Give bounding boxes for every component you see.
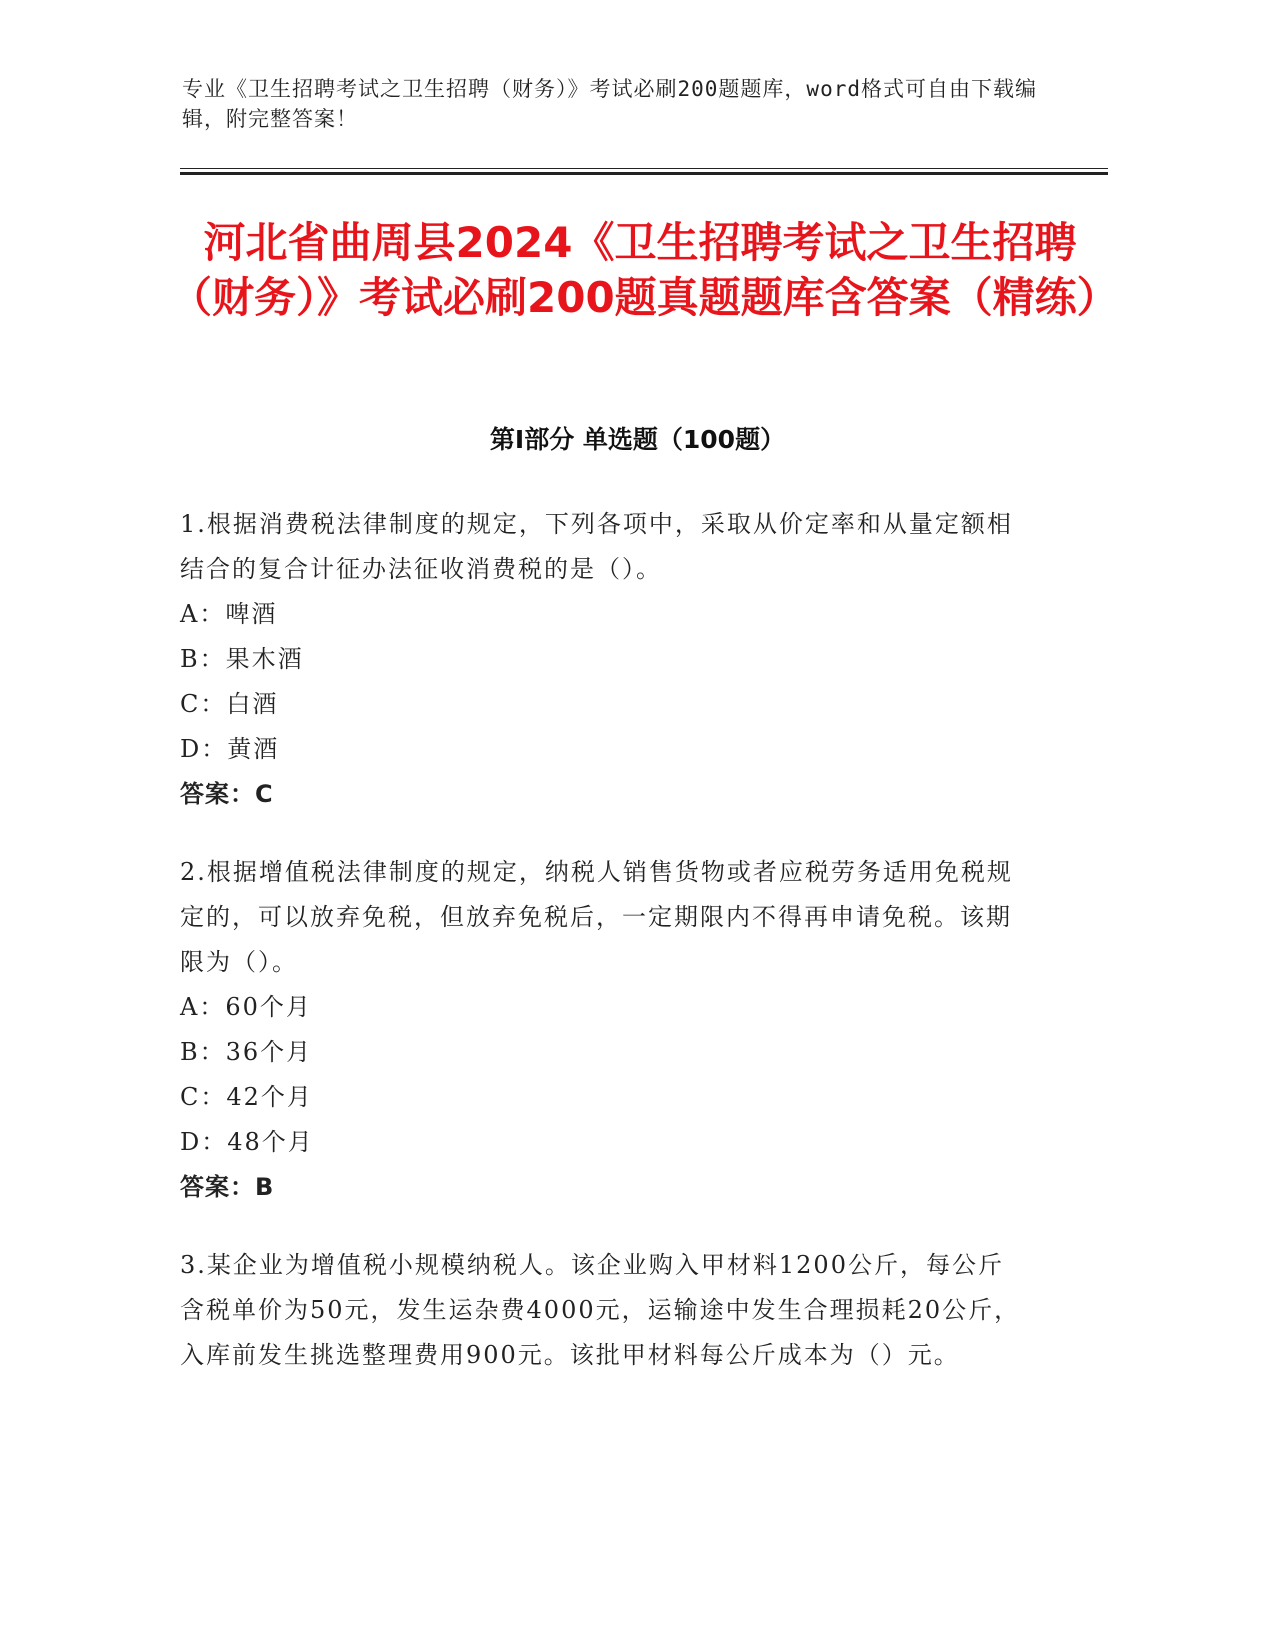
option-a: A：啤酒 [180,600,278,628]
header-divider-thick [180,172,1108,175]
header-note: 专业《卫生招聘考试之卫生招聘（财务）》考试必刷200题题库，word格式可自由下载编辑，附完整答案！ [182,77,1037,131]
header-divider-thin [180,168,1108,169]
option-b: B：36个月 [180,1038,313,1066]
answer: 答案：B [180,1173,275,1201]
option-d: D：黄酒 [180,735,280,763]
section-heading: 第Ⅰ部分 单选题（100题） [489,425,786,454]
question-3 [180,1243,1025,1378]
option-c: C：白酒 [180,690,279,718]
question-stem: 3.某企业为增值税小规模纳税人。该企业购入甲材料1200公斤，每公斤含税单价为50元，发生运杂费4000元，运输途中发生合理损耗20公斤，入库前发生挑选整理费用900元。该批甲材料每公斤成本为（）元。 [180,1251,1021,1369]
option-d: D：48个月 [180,1128,314,1156]
question-1 [180,502,1025,817]
question-stem: 1.根据消费税法律制度的规定，下列各项中，采取从价定率和从量定额相结合的复合计征办法征收消费税的是（）。 [180,510,1013,583]
answer: 答案：C [180,780,274,808]
option-b: B：果木酒 [180,645,304,673]
option-c: C：42个月 [180,1083,313,1111]
option-a: A：60个月 [180,993,312,1021]
question-stem: 2.根据增值税法律制度的规定，纳税人销售货物或者应税劳务适用免税规定的，可以放弃免税，但放弃免税后，一定期限内不得再申请免税。该期限为（）。 [180,858,1013,976]
document-title: 河北省曲周县2024《卫生招聘考试之卫生招聘（财务）》考试必刷200题真题题库含答案（精练） [170,218,1119,322]
question-2 [180,850,1025,1210]
